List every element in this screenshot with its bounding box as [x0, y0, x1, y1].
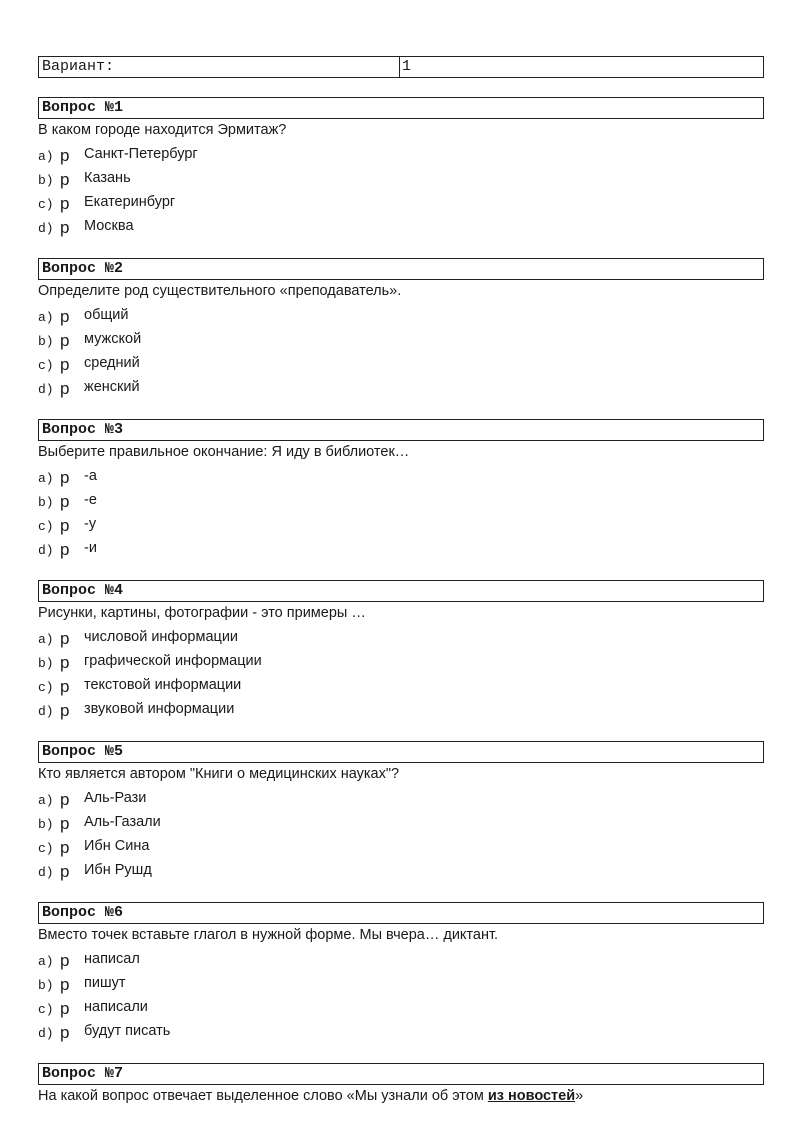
variant-value: 1 [402, 58, 412, 75]
option-mark: p [60, 467, 70, 487]
question-7 [38, 1063, 764, 1106]
option-mark: p [60, 813, 70, 833]
option-text: -а [84, 468, 97, 484]
question-title: Вопрос №5 [38, 741, 764, 763]
question-text: Кто является автором "Книги о медицинских науках"? [38, 766, 400, 782]
option-letter: a) [38, 632, 54, 647]
option-letter: c) [38, 680, 54, 695]
option-text: текстовой информации [84, 677, 242, 693]
option-text: написали [84, 999, 148, 1015]
option-letter: d) [38, 1026, 54, 1041]
question-text-after: » [575, 1088, 584, 1104]
highlighted-word: из новостей [487, 1088, 576, 1104]
answer-option-d[interactable] [38, 1019, 764, 1043]
answer-options [38, 464, 764, 560]
option-text: -у [84, 516, 97, 532]
option-text: будут писать [84, 1023, 171, 1039]
answer-option-a[interactable] [38, 947, 764, 971]
answer-option-a[interactable] [38, 464, 764, 488]
option-letter: a) [38, 954, 54, 969]
option-text: написал [84, 951, 140, 967]
answer-option-b[interactable] [38, 166, 764, 190]
option-mark: p [60, 193, 70, 213]
answer-option-c[interactable] [38, 995, 764, 1019]
answer-option-c[interactable] [38, 512, 764, 536]
option-letter: b) [38, 173, 54, 188]
question-5 [38, 741, 764, 882]
answer-option-b[interactable] [38, 649, 764, 673]
question-4 [38, 580, 764, 721]
option-mark: p [60, 330, 70, 350]
option-letter: a) [38, 793, 54, 808]
answer-options [38, 142, 764, 238]
option-mark: p [60, 217, 70, 237]
question-text: Определите род существительного «преподаватель». [38, 283, 402, 299]
question-title: Вопрос №2 [38, 258, 764, 280]
answer-option-d[interactable] [38, 858, 764, 882]
question-title: Вопрос №6 [38, 902, 764, 924]
option-letter: c) [38, 197, 54, 212]
option-letter: a) [38, 310, 54, 325]
question-2 [38, 258, 764, 399]
answer-option-c[interactable] [38, 351, 764, 375]
option-mark: p [60, 789, 70, 809]
question-1 [38, 97, 764, 238]
answer-option-d[interactable] [38, 375, 764, 399]
option-letter: a) [38, 471, 54, 486]
question-text: Рисунки, картины, фотографии - это примеры … [38, 605, 366, 621]
option-text: общий [84, 307, 129, 323]
option-mark: p [60, 861, 70, 881]
answer-options [38, 947, 764, 1043]
option-letter: d) [38, 221, 54, 236]
option-text: Ибн Рушд [84, 862, 152, 878]
option-letter: b) [38, 978, 54, 993]
option-text: -е [84, 492, 97, 508]
variant-label: Вариант: [39, 57, 400, 77]
option-text: звуковой информации [84, 701, 235, 717]
test-page [38, 56, 764, 1108]
option-letter: c) [38, 1002, 54, 1017]
option-text: Санкт-Петербург [84, 146, 198, 162]
question-text [38, 1086, 764, 1106]
option-text: Казань [84, 170, 131, 186]
option-mark: p [60, 676, 70, 696]
option-text: Аль-Рази [84, 790, 147, 806]
variant-row [38, 56, 764, 78]
option-mark: p [60, 306, 70, 326]
option-letter: c) [38, 519, 54, 534]
option-mark: p [60, 145, 70, 165]
option-mark: p [60, 354, 70, 374]
question-title: Вопрос №1 [38, 97, 764, 119]
option-mark: p [60, 998, 70, 1018]
question-title: Вопрос №4 [38, 580, 764, 602]
question-6 [38, 902, 764, 1043]
option-mark: p [60, 169, 70, 189]
question-text: Выберите правильное окончание: Я иду в библиотек… [38, 444, 410, 460]
option-mark: p [60, 539, 70, 559]
option-letter: c) [38, 841, 54, 856]
option-letter: d) [38, 704, 54, 719]
option-mark: p [60, 950, 70, 970]
question-title: Вопрос №7 [38, 1063, 764, 1085]
option-mark: p [60, 1022, 70, 1042]
answer-option-a[interactable] [38, 303, 764, 327]
option-letter: b) [38, 495, 54, 510]
answer-option-c[interactable] [38, 834, 764, 858]
answer-option-b[interactable] [38, 488, 764, 512]
option-letter: b) [38, 817, 54, 832]
option-text: мужской [84, 331, 142, 347]
answer-option-d[interactable] [38, 697, 764, 721]
option-letter: d) [38, 543, 54, 558]
answer-option-c[interactable] [38, 190, 764, 214]
answer-option-b[interactable] [38, 327, 764, 351]
answer-option-a[interactable] [38, 786, 764, 810]
answer-options [38, 303, 764, 399]
option-text: Екатеринбург [84, 194, 176, 210]
answer-option-c[interactable] [38, 673, 764, 697]
answer-option-d[interactable] [38, 214, 764, 238]
option-letter: d) [38, 865, 54, 880]
option-letter: b) [38, 334, 54, 349]
option-letter: b) [38, 656, 54, 671]
question-title: Вопрос №3 [38, 419, 764, 441]
answer-option-b[interactable] [38, 810, 764, 834]
option-mark: p [60, 837, 70, 857]
option-letter: a) [38, 149, 54, 164]
option-mark: p [60, 700, 70, 720]
answer-option-a[interactable] [38, 625, 764, 649]
question-text: В каком городе находится Эрмитаж? [38, 122, 287, 138]
option-text: числовой информации [84, 629, 239, 645]
option-text: Ибн Сина [84, 838, 150, 854]
option-text: Москва [84, 218, 134, 234]
option-text: Аль-Газали [84, 814, 161, 830]
option-letter: c) [38, 358, 54, 373]
option-text: -и [84, 540, 97, 556]
option-text: пишут [84, 975, 126, 991]
answer-options [38, 786, 764, 882]
option-mark: p [60, 378, 70, 398]
option-mark: p [60, 515, 70, 535]
option-mark: p [60, 974, 70, 994]
question-text-before: На какой вопрос отвечает выделенное слово «Мы узнали об этом [38, 1088, 488, 1104]
question-text: Вместо точек вставьте глагол в нужной форме. Мы вчера… диктант. [38, 927, 499, 943]
option-letter: d) [38, 382, 54, 397]
answer-option-d[interactable] [38, 536, 764, 560]
answer-option-b[interactable] [38, 971, 764, 995]
option-text: средний [84, 355, 140, 371]
option-mark: p [60, 652, 70, 672]
option-text: графической информации [84, 653, 262, 669]
option-mark: p [60, 491, 70, 511]
option-mark: p [60, 628, 70, 648]
question-3 [38, 419, 764, 560]
answer-option-a[interactable] [38, 142, 764, 166]
option-text: женский [84, 379, 140, 395]
answer-options [38, 625, 764, 721]
